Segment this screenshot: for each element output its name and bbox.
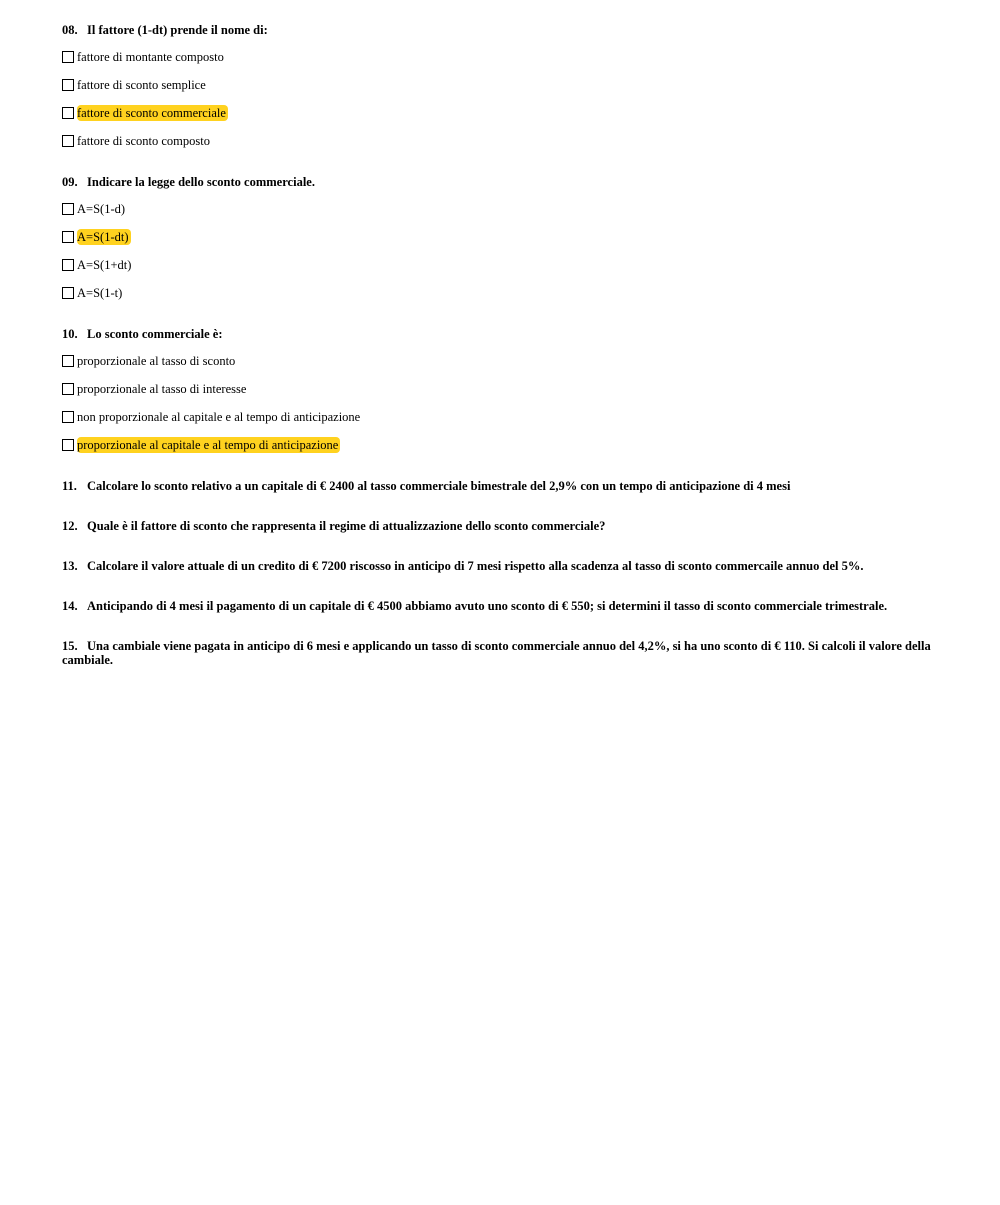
question-text: Anticipando di 4 mesi il pagamento di un capitale di € 4500 abbiamo avuto uno sconto di € 550; si determini il tasso di sconto commerciale trimestrale. — [87, 599, 888, 613]
checkbox[interactable] — [62, 51, 74, 63]
question-number: 09. — [62, 175, 78, 189]
answer-option[interactable] — [62, 77, 932, 93]
answer-options — [62, 353, 932, 453]
question-text: Una cambiale viene pagata in anticipo di 6 mesi e applicando un tasso di sconto commerciale annuo del 4,2%, si ha uno sconto di € 110. Si calcoli il valore della cambiale. — [62, 639, 931, 667]
answer-option-highlighted[interactable] — [62, 105, 932, 121]
quiz-page — [62, 23, 932, 693]
question-number: 15. — [62, 639, 78, 653]
answer-option-highlighted[interactable] — [62, 437, 932, 453]
checkbox[interactable] — [62, 203, 74, 215]
option-label-highlighted: proporzionale al capitale e al tempo di anticipazione — [77, 438, 339, 452]
checkbox[interactable] — [62, 135, 74, 147]
checkbox[interactable] — [62, 383, 74, 395]
question-14 — [62, 599, 932, 613]
question-text: Calcolare il valore attuale di un credito di € 7200 riscosso in anticipo di 7 mesi rispetto alla scadenza al tasso di sconto commercaile annuo del 5%. — [87, 559, 864, 573]
question-text: Il fattore (1-dt) prende il nome di: — [87, 23, 268, 37]
answer-option[interactable] — [62, 201, 932, 217]
question-title — [62, 639, 932, 667]
question-title — [62, 175, 932, 189]
option-label: A=S(1-t) — [77, 286, 123, 300]
checkbox[interactable] — [62, 439, 74, 451]
checkbox[interactable] — [62, 259, 74, 271]
question-title — [62, 327, 932, 341]
option-label: A=S(1+dt) — [77, 258, 132, 272]
option-label: non proporzionale al capitale e al tempo di anticipazione — [77, 410, 361, 424]
option-label: A=S(1-d) — [77, 202, 126, 216]
question-number: 14. — [62, 599, 78, 613]
question-08 — [62, 23, 932, 149]
question-number: 08. — [62, 23, 78, 37]
checkbox[interactable] — [62, 79, 74, 91]
question-text: Lo sconto commerciale è: — [87, 327, 223, 341]
answer-option[interactable] — [62, 49, 932, 65]
question-number: 10. — [62, 327, 78, 341]
question-title — [62, 23, 932, 37]
question-number: 12. — [62, 519, 78, 533]
option-label: proporzionale al tasso di interesse — [77, 382, 247, 396]
question-text: Indicare la legge dello sconto commerciale. — [87, 175, 315, 189]
answer-options — [62, 201, 932, 301]
answer-option-highlighted[interactable] — [62, 229, 932, 245]
question-10 — [62, 327, 932, 453]
answer-option[interactable] — [62, 133, 932, 149]
checkbox[interactable] — [62, 107, 74, 119]
answer-option[interactable] — [62, 353, 932, 369]
answer-option[interactable] — [62, 285, 932, 301]
question-title — [62, 519, 932, 533]
question-number: 11. — [62, 479, 77, 493]
question-text: Calcolare lo sconto relativo a un capitale di € 2400 al tasso commerciale bimestrale del 2,9% con un tempo di anticipazione di 4 mesi — [87, 479, 791, 493]
question-title — [62, 599, 932, 613]
question-09 — [62, 175, 932, 301]
answer-option[interactable] — [62, 381, 932, 397]
answer-option[interactable] — [62, 409, 932, 425]
option-label: fattore di sconto semplice — [77, 78, 206, 92]
checkbox[interactable] — [62, 411, 74, 423]
question-number: 13. — [62, 559, 78, 573]
question-15 — [62, 639, 932, 667]
checkbox[interactable] — [62, 287, 74, 299]
option-label: proporzionale al tasso di sconto — [77, 354, 236, 368]
question-11 — [62, 479, 932, 493]
checkbox[interactable] — [62, 231, 74, 243]
option-label-highlighted: A=S(1-dt) — [77, 230, 129, 244]
answer-options — [62, 49, 932, 149]
question-title — [62, 559, 932, 573]
question-13 — [62, 559, 932, 573]
question-12 — [62, 519, 932, 533]
question-text: Quale è il fattore di sconto che rappresenta il regime di attualizzazione dello sconto commerciale? — [87, 519, 606, 533]
option-label-highlighted: fattore di sconto commerciale — [77, 106, 226, 120]
option-label: fattore di sconto composto — [77, 134, 210, 148]
question-title — [62, 479, 932, 493]
answer-option[interactable] — [62, 257, 932, 273]
option-label: fattore di montante composto — [77, 50, 224, 64]
checkbox[interactable] — [62, 355, 74, 367]
